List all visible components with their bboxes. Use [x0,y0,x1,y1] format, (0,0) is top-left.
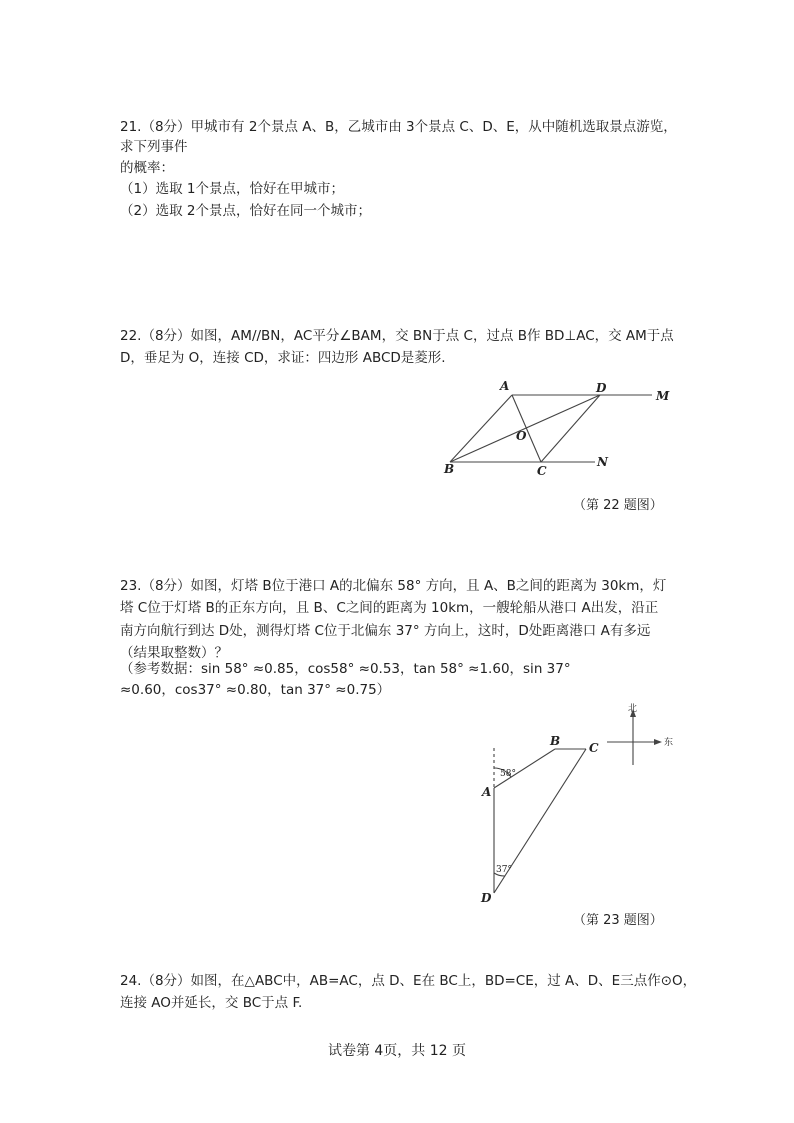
q22-line-2: D，垂足为 O，连接 CD，求证：四边形 ABCD是菱形. [120,350,446,366]
q21-line-1: 21.（8分）甲城市有 2个景点 A、B，乙城市由 3个景点 C、D、E，从中随机选取景点游览， [120,119,677,135]
q22-label-M: M [656,389,670,403]
q23-compass-north-label: 北 [628,704,638,714]
q22-label-D: D [596,381,607,395]
q22-figure [430,372,690,482]
q22-segment-DC [541,395,600,462]
q23-compass-east-arrow [654,739,662,745]
q22-label-N: N [597,455,608,469]
q23-label-A: A [482,785,492,799]
q22-line-1: 22.（8分）如图，AM//BN，AC平分∠BAM，交 BN于点 C，过点 B作 BD⊥AC，交 AM于点 [120,328,674,344]
q23-line-4: （结果取整数）？ [120,645,228,661]
q23-angle-37: 37° [496,865,512,875]
q22-label-C: C [537,464,547,478]
q21-line-2: 求下列事件 [120,139,188,155]
q24-line-2: 连接 AO并延长，交 BC于点 F. [120,995,303,1011]
q23-angle-58: 58° [500,769,516,779]
q22-label-A: A [500,379,510,393]
q23-reference-1: （参考数据：sin 58° ≈0.85，cos58° ≈0.53，tan 58° ≈1.60，sin 37° [120,661,571,677]
q23-compass-east-label: 东 [664,738,674,748]
q23-label-C: C [589,741,599,755]
q23-reference-2: ≈0.60，cos37° ≈0.80，tan 37° ≈0.75） [120,682,391,698]
q22-label-B: B [444,462,455,476]
page-footer: 试卷第 4页，共 12 页 [327,1043,467,1059]
q23-line-1: 23.（8分）如图，灯塔 B位于港口 A的北偏东 58° 方向，且 A、B之间的距离为 30km，灯 [120,578,667,594]
q23-label-B: B [550,734,561,748]
q21-part-2: （2）选取 2个景点，恰好在同一个城市； [120,203,371,219]
q23-line-2: 塔 C位于灯塔 B的正东方向，且 B、C之间的距离为 10km，一艘轮船从港口 A出发，沿正 [120,600,659,616]
q23-figure [470,700,690,910]
q23-line-3: 南方向航行到达 D处，测得灯塔 C位于北偏东 37° 方向上，这时，D处距离港口 A有多远 [120,623,651,639]
q24-line-1: 24.（8分）如图，在△ABC中，AB=AC，点 D、E在 BC上，BD=CE，过 A、D、E三点作⊙O， [120,973,697,989]
q21-part-1: （1）选取 1个景点，恰好在甲城市； [120,181,344,197]
q23-caption: （第 23 题图） [573,913,663,928]
q22-segment-AB [450,395,512,462]
q22-label-O: O [516,429,527,443]
q22-caption: （第 22 题图） [573,498,663,513]
q21-line-3: 的概率： [120,160,174,176]
q23-label-D: D [481,891,492,905]
